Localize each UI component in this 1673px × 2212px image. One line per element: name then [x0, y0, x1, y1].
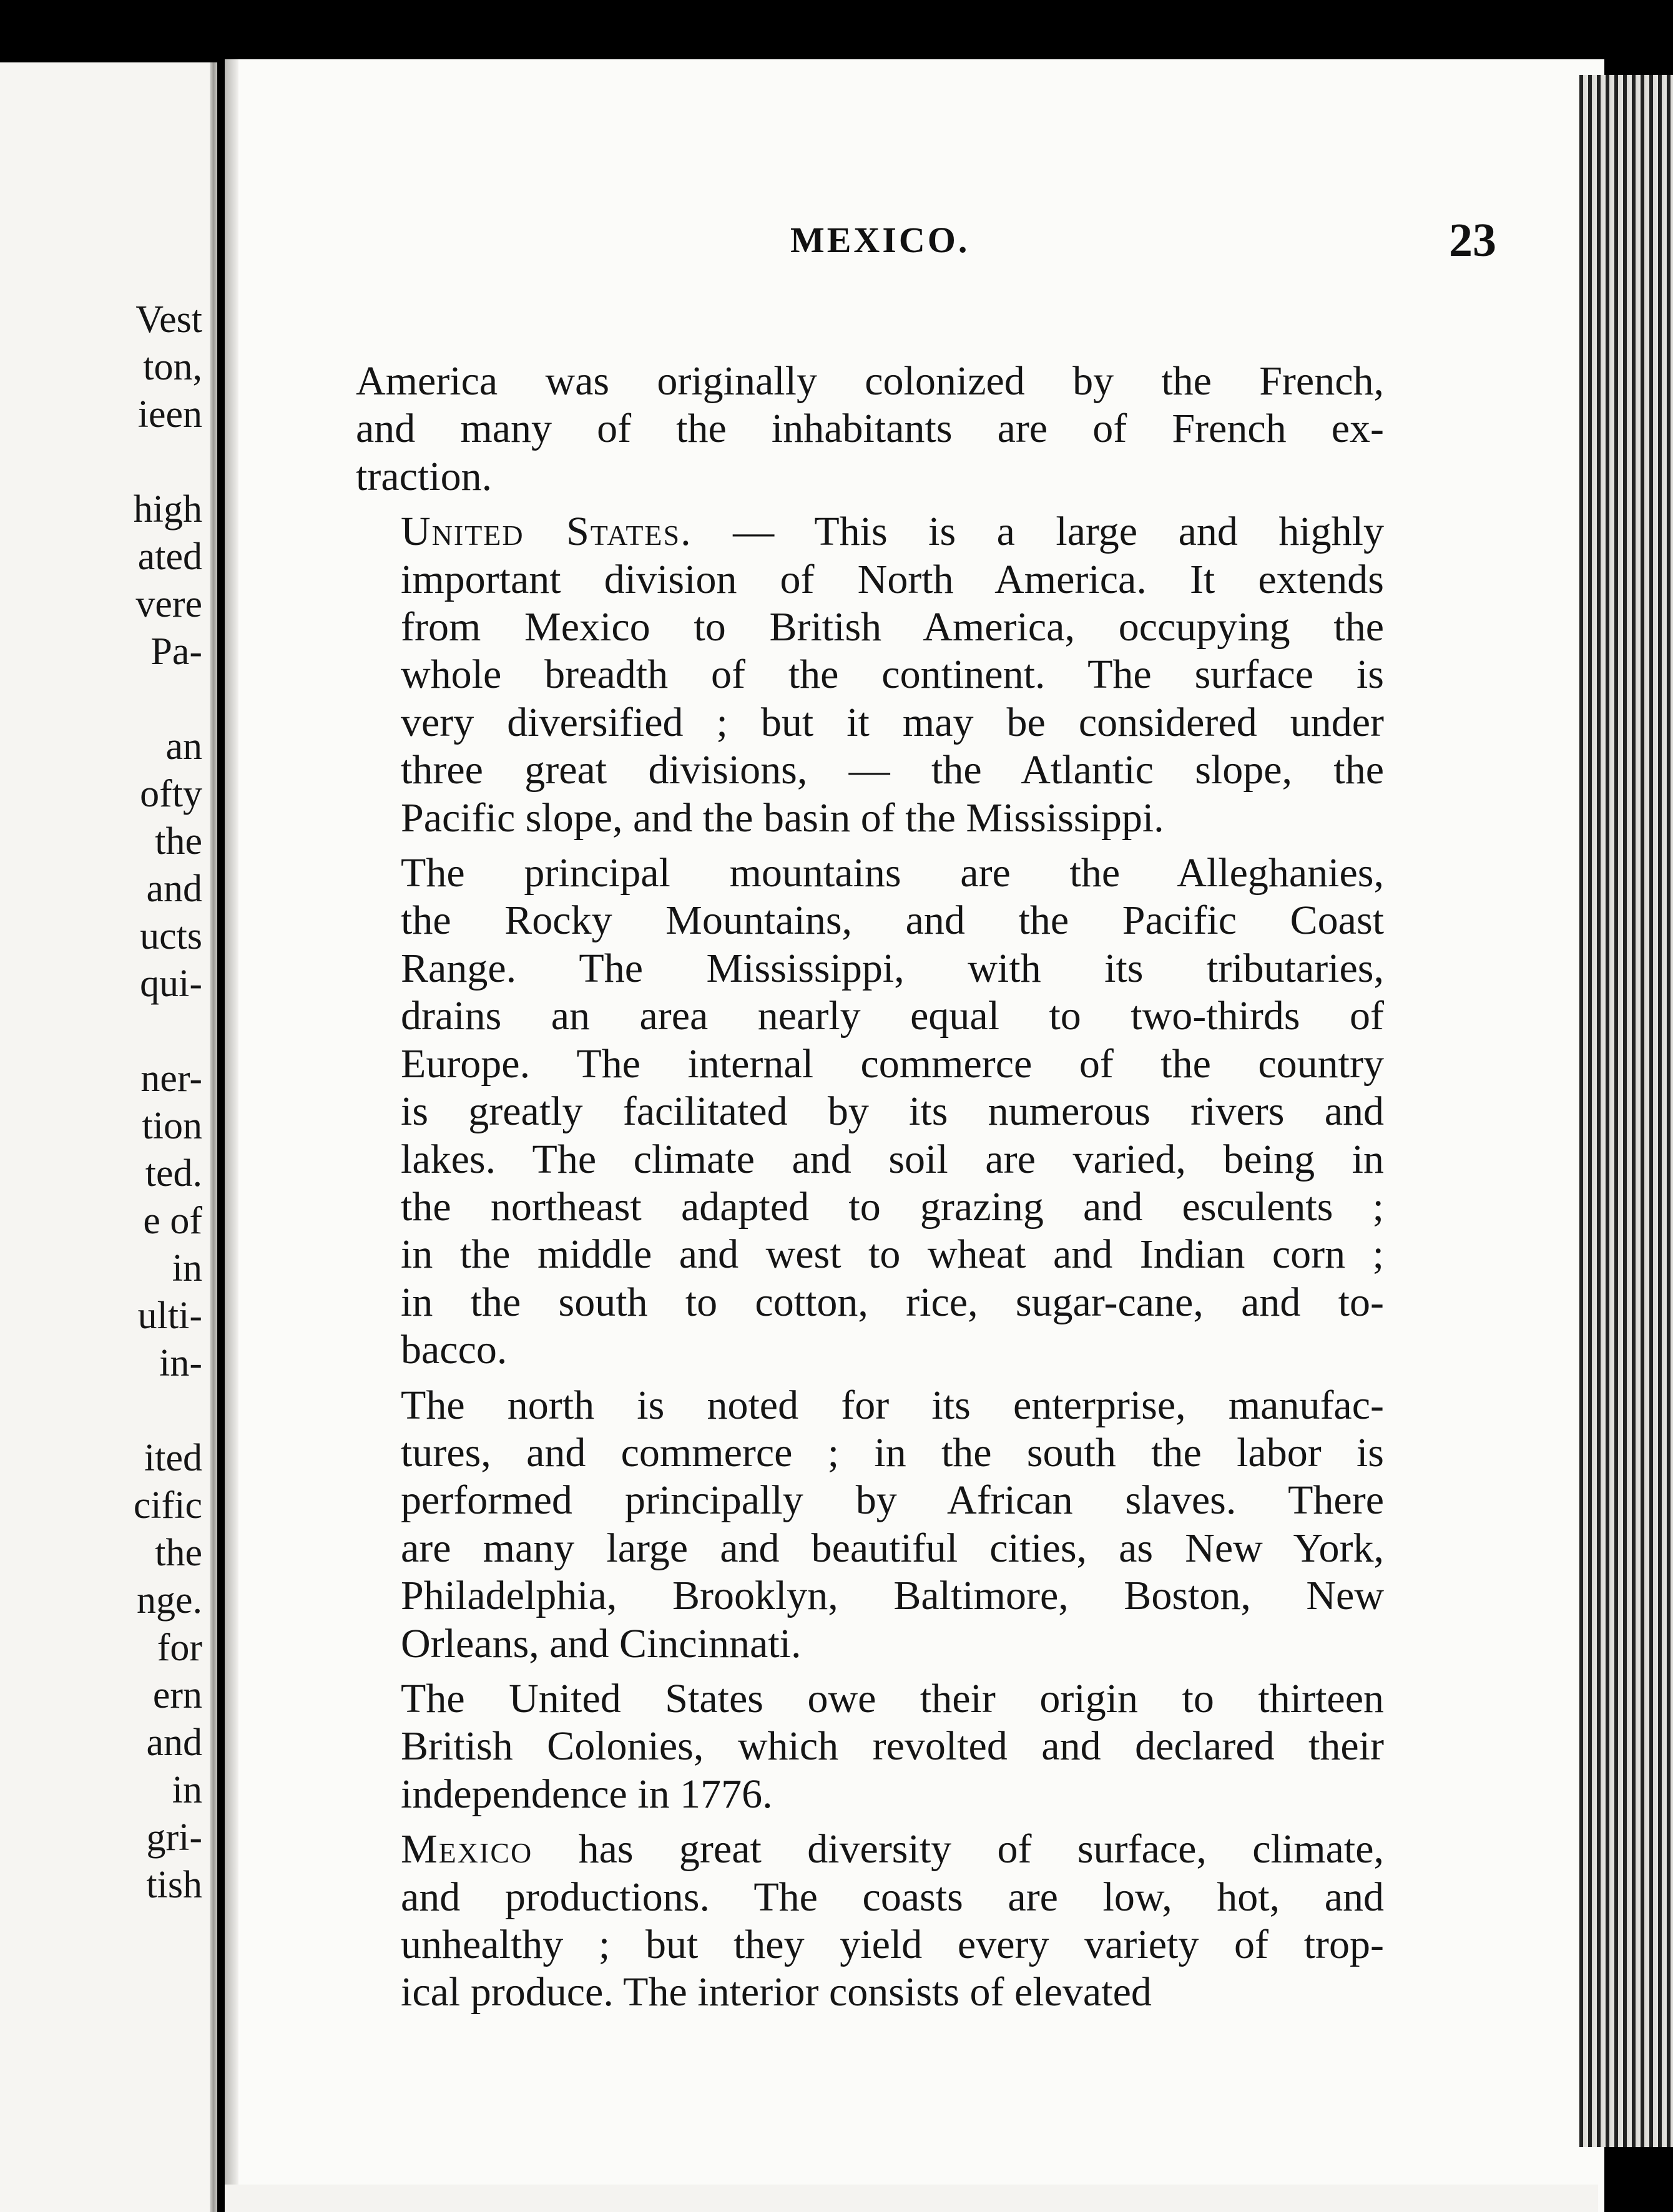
left-page-gutter — [210, 62, 217, 2212]
text-line — [356, 1572, 1384, 1620]
left-page-fragment: the — [155, 1532, 202, 1574]
left-page-fragment — [2, 1387, 202, 1434]
text-line-content: ical produce. The interior consists of elevated — [401, 1969, 1152, 2015]
text-line — [356, 1429, 1384, 1477]
paragraph-lead-heading: United States. — [401, 509, 692, 555]
text-line — [356, 405, 1384, 453]
text-line — [356, 1326, 1384, 1374]
text-line — [356, 746, 1384, 794]
text-line-content: in the south to cotton, rice, sugar-cane, and to- — [401, 1279, 1384, 1325]
left-page-fragment: and — [146, 1721, 202, 1764]
text-line-content: in the middle and west to wheat and Indian corn ; — [401, 1231, 1384, 1278]
book-page-edges — [1579, 75, 1673, 2147]
text-line-content: and many of the inhabitants are of French ex- — [356, 406, 1384, 452]
left-page-text-fragments — [2, 296, 202, 1909]
text-line-content: from Mexico to British America, occupying the — [401, 604, 1384, 650]
left-page-fragment: ated — [137, 536, 202, 578]
text-line — [356, 992, 1384, 1040]
left-page-fragment: ieen — [137, 393, 202, 436]
text-line — [356, 604, 1384, 651]
left-page-fragment: ucts — [140, 915, 202, 957]
text-line — [356, 1136, 1384, 1183]
text-line — [356, 1771, 1384, 1818]
right-page — [225, 59, 1604, 2212]
text-line-content: lakes. The climate and soil are varied, being in — [401, 1136, 1384, 1182]
text-line-content: and productions. The coasts are low, hot, and — [401, 1874, 1384, 1920]
left-page-fragment: an — [165, 725, 202, 768]
text-line — [356, 453, 1384, 501]
paragraph — [356, 358, 1384, 501]
left-page-fragment: tion — [142, 1105, 202, 1147]
paragraph — [356, 1382, 1384, 1668]
text-line-content: — This is a large and highly — [692, 509, 1385, 555]
text-line — [356, 556, 1384, 604]
left-page-fragment: ton, — [143, 346, 202, 388]
text-line — [356, 1477, 1384, 1524]
text-line-content: Philadelphia, Brooklyn, Baltimore, Boston, New — [401, 1573, 1384, 1619]
left-page-fragment: cific — [133, 1484, 202, 1527]
text-line — [356, 1921, 1384, 1969]
right-page-gutter-shadow — [225, 59, 238, 2212]
text-line-content: The United States owe their origin to thirteen — [401, 1675, 1384, 1721]
left-page-fragment: nge. — [136, 1579, 202, 1622]
paragraph — [356, 1826, 1384, 2017]
text-line-content: Pacific slope, and the basin of the Mississippi. — [401, 795, 1164, 841]
left-page-fragment: Vest — [135, 298, 202, 341]
text-line-content: has great diversity of surface, climate, — [532, 1826, 1384, 1872]
text-line-content: independence in 1776. — [401, 1771, 773, 1817]
left-page-fragment: ofty — [140, 773, 202, 815]
running-head — [225, 206, 1604, 275]
text-line — [356, 849, 1384, 897]
text-line — [356, 1874, 1384, 1921]
left-page-fragment: qui- — [140, 962, 202, 1005]
left-page-fragment: e of — [143, 1200, 202, 1242]
left-page-fragment — [2, 675, 202, 723]
text-line-content: The north is noted for its enterprise, manufac- — [401, 1382, 1384, 1428]
text-line — [356, 1040, 1384, 1088]
text-line — [356, 1620, 1384, 1668]
text-line — [356, 1826, 1384, 1873]
left-page-fragment: in — [172, 1769, 202, 1811]
text-line-content: traction. — [356, 453, 493, 499]
paragraph — [356, 849, 1384, 1374]
left-facing-page — [0, 62, 217, 2212]
left-page-fragment: in- — [159, 1342, 202, 1384]
text-line — [356, 508, 1384, 555]
text-line-content: Orleans, and Cincinnati. — [401, 1620, 802, 1666]
left-page-fragment: ited — [144, 1437, 202, 1479]
left-page-fragment: tish — [146, 1864, 202, 1906]
page-number: 23 — [1449, 214, 1496, 267]
text-line-content: drains an area nearly equal to two-thirds of — [401, 993, 1384, 1039]
left-page-fragment — [2, 438, 202, 486]
text-line-content: the northeast adapted to grazing and esculents ; — [401, 1183, 1384, 1230]
left-page-fragment: and — [146, 868, 202, 910]
left-page-fragment: for — [157, 1627, 202, 1669]
left-page-fragment: the — [155, 820, 202, 863]
text-line — [356, 1231, 1384, 1278]
text-line — [356, 897, 1384, 944]
text-line — [356, 1183, 1384, 1231]
left-page-fragment: Pa- — [150, 630, 202, 673]
text-line — [356, 699, 1384, 746]
text-line-content: unhealthy ; but they yield every variety of trop- — [401, 1922, 1384, 1967]
text-line-content: Europe. The internal commerce of the country — [401, 1040, 1384, 1087]
text-line-content: Range. The Mississippi, with its tributaries, — [401, 945, 1384, 991]
text-line-content: bacco. — [401, 1327, 508, 1373]
text-line — [356, 1675, 1384, 1723]
left-page-fragment — [2, 1007, 202, 1055]
text-line-content: The principal mountains are the Alleghanies, — [401, 850, 1384, 896]
text-line — [356, 795, 1384, 842]
text-line — [356, 1382, 1384, 1429]
text-line-content: America was originally colonized by the French, — [356, 358, 1384, 404]
text-line-content: the Rocky Mountains, and the Pacific Coast — [401, 898, 1384, 944]
text-line — [356, 945, 1384, 992]
text-line-content: are many large and beautiful cities, as New York, — [401, 1525, 1384, 1571]
text-line — [356, 651, 1384, 698]
left-page-fragment: high — [133, 488, 202, 531]
text-line — [356, 1088, 1384, 1135]
text-line-content: is greatly facilitated by its numerous rivers and — [401, 1089, 1384, 1135]
left-page-fragment: ted. — [145, 1152, 202, 1195]
left-page-fragment: vere — [135, 583, 202, 625]
paragraph — [356, 508, 1384, 842]
text-line-content: three great divisions, — the Atlantic slope, the — [401, 747, 1384, 793]
text-line-content: performed principally by African slaves. There — [401, 1477, 1384, 1524]
text-line-content: tures, and commerce ; in the south the labor is — [401, 1429, 1384, 1475]
text-line — [356, 1279, 1384, 1326]
text-line — [356, 358, 1384, 405]
text-line — [356, 1969, 1384, 2016]
left-page-fragment: ulti- — [137, 1294, 202, 1337]
left-page-fragment: gri- — [146, 1816, 202, 1859]
body-text — [356, 358, 1384, 2024]
page-bottom-margin — [225, 2185, 1598, 2212]
text-line-content: very diversified ; but it may be considered under — [401, 699, 1384, 745]
text-line — [356, 1525, 1384, 1572]
text-line-content: important division of North America. It extends — [401, 556, 1384, 602]
paragraph — [356, 1675, 1384, 1818]
paragraph-lead-heading: Mexico — [401, 1826, 533, 1872]
text-line-content: British Colonies, which revolted and declared their — [401, 1723, 1384, 1769]
left-page-fragment: ner- — [140, 1057, 202, 1100]
text-line — [356, 1723, 1384, 1770]
page-title: MEXICO. — [790, 220, 970, 260]
text-line-content: whole breadth of the continent. The surface is — [401, 652, 1384, 698]
left-page-fragment: ern — [152, 1674, 202, 1716]
left-page-fragment: in — [172, 1247, 202, 1290]
